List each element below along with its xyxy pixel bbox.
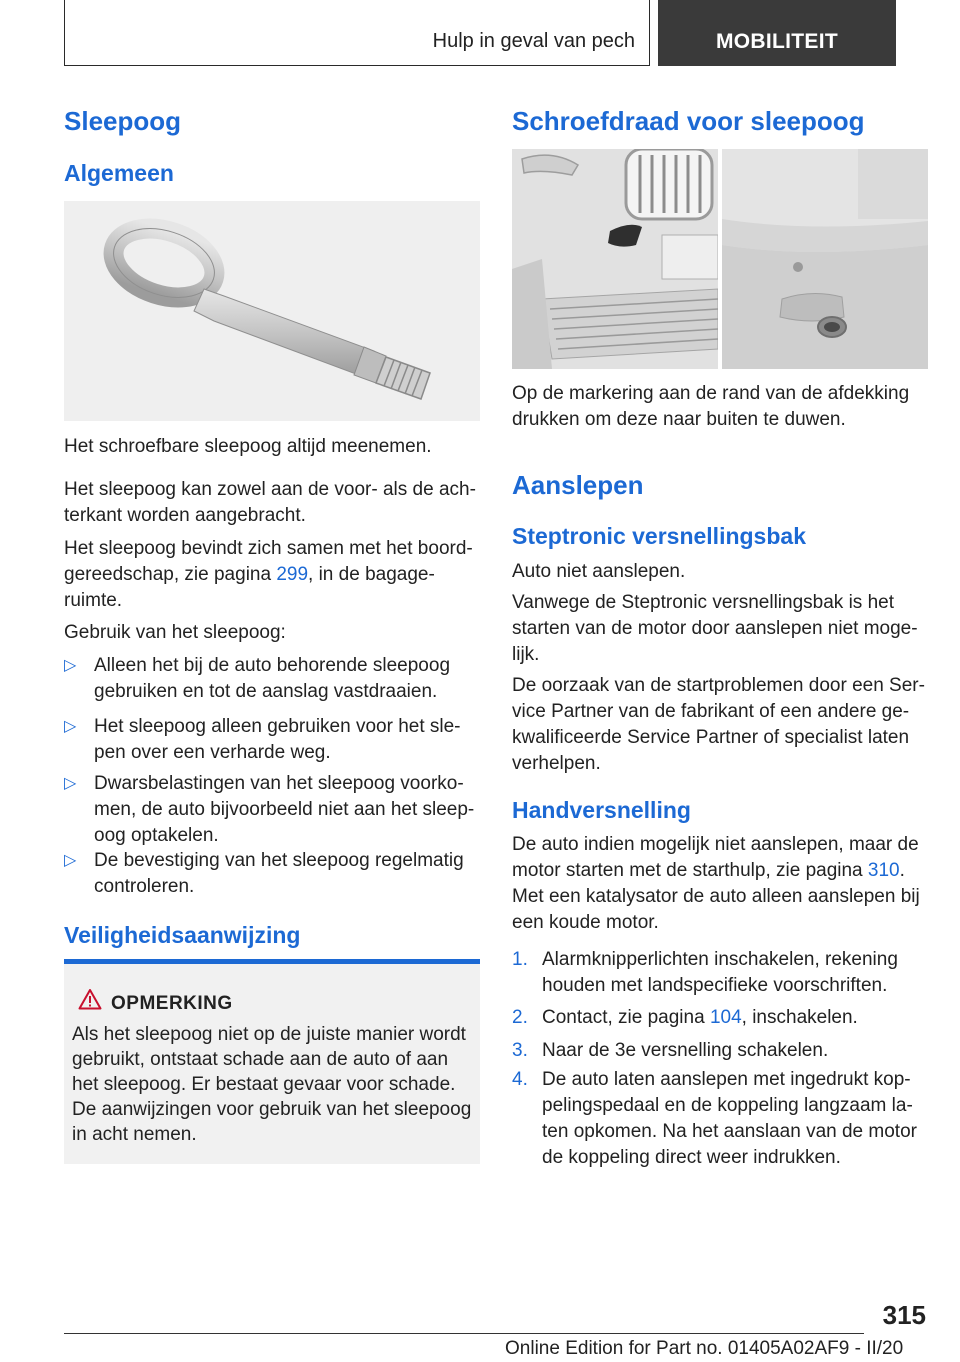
- header-section-title: Hulp in geval van pech: [432, 30, 635, 52]
- text-line: lijk.: [512, 644, 540, 665]
- text-line: ruimte.: [64, 590, 123, 611]
- text-line: De aanwijzingen voor gebruik van het sleepoog: [72, 1099, 472, 1120]
- paragraph-service-partner: [512, 673, 928, 777]
- text-line: starten van de motor door aanslepen niet moge-: [512, 618, 918, 639]
- page-link-299[interactable]: 299: [276, 564, 309, 585]
- text-line: verhelpen.: [512, 753, 601, 774]
- triangle-bullet-icon: ▷: [64, 775, 77, 792]
- text-fragment: , in de bagage-: [308, 564, 435, 585]
- paragraph-usage-intro: Gebruik van het sleepoog:: [64, 622, 286, 643]
- text-line: Alarmknipperlichten inschakelen, rekening: [542, 949, 898, 970]
- step-number: 2.: [512, 1007, 528, 1028]
- header-chapter-tab: [658, 0, 896, 66]
- text-line: terkant worden aangebracht.: [64, 505, 306, 526]
- text-fragment: motor starten met de starthulp, zie pagina: [512, 860, 868, 881]
- text-line: de koppeling direct weer indrukken.: [542, 1147, 841, 1168]
- paragraph-jump-start: [512, 832, 928, 936]
- paragraph-do-not-tow: Auto niet aanslepen.: [512, 561, 686, 582]
- triangle-bullet-icon: ▷: [64, 718, 77, 735]
- triangle-bullet-icon: ▷: [64, 657, 77, 674]
- step-number: 4.: [512, 1069, 528, 1090]
- text-line: oog optakelen.: [94, 825, 219, 846]
- list-item: [64, 848, 480, 900]
- tow-eye-icon: [64, 201, 480, 421]
- footer-edition: Online Edition for Part no. 01405A02AF9 - II/20: [505, 1338, 904, 1359]
- triangle-bullet-icon: ▷: [64, 852, 77, 869]
- text-line: Alleen het bij de auto behorende sleepoog: [94, 655, 451, 676]
- text-fragment: gereedschap, zie pagina: [64, 564, 277, 585]
- text-line: kwalificeerde Service Partner of specialist laten: [512, 727, 910, 748]
- text-line: Vanwege de Steptronic versnellingsbak is het: [512, 592, 894, 613]
- list-item: [512, 1067, 928, 1171]
- text-line: gebruiken en tot de aanslag vastdraaien.: [94, 681, 438, 702]
- subsection-title-general: Algemeen: [64, 160, 174, 186]
- text-fragment: .: [899, 860, 905, 881]
- text-line: [64, 562, 480, 588]
- page-link-104[interactable]: 104: [709, 1007, 742, 1028]
- list-item: [512, 1038, 928, 1064]
- text-line: De auto indien mogelijk niet aanslepen, maar de: [512, 834, 919, 855]
- text-line: pelingspedaal en de koppeling langzaam la-: [542, 1095, 913, 1116]
- text-fragment: Contact, zie pagina: [542, 1007, 710, 1028]
- subsection-title-steptronic: Steptronic versnellingsbak: [512, 523, 806, 549]
- list-item: [64, 771, 480, 849]
- text-line: drukken om deze naar buiten te duwen.: [512, 409, 846, 430]
- text-line: gebruikt, ontstaat schade aan de auto of aan: [72, 1049, 449, 1070]
- text-line: Het sleepoog bevindt zich samen met het boord-: [64, 538, 473, 559]
- warning-triangle-icon: [78, 988, 102, 1010]
- text-line: De bevestiging van het sleepoog regelmatig: [94, 850, 464, 871]
- section-title-sleepoog: Sleepoog: [64, 106, 182, 136]
- paragraph-steptronic-reason: [512, 590, 928, 668]
- page-link-310[interactable]: 310: [867, 860, 900, 881]
- footer-divider: [64, 1333, 864, 1334]
- text-line: Naar de 3e versnelling schakelen.: [542, 1040, 829, 1061]
- text-line: houden met landspecifieke voorschriften.: [542, 975, 888, 996]
- bumper-tow-thread-icon: [512, 149, 928, 369]
- text-line: Het sleepoog kan zowel aan de voor- als de ach-: [64, 479, 476, 500]
- text-line: in acht nemen.: [72, 1124, 197, 1145]
- text-line: Op de markering aan de rand van de afdekking: [512, 383, 910, 404]
- text-line: De auto laten aanslepen met ingedrukt kop-: [542, 1069, 911, 1090]
- subsection-title-safety: Veiligheidsaanwijzing: [64, 922, 301, 948]
- tow-eye-illustration: [64, 201, 480, 421]
- step-number: 3.: [512, 1040, 528, 1061]
- warning-text: [72, 1022, 474, 1147]
- text-line: De oorzaak van de startproblemen door een Ser-: [512, 675, 925, 696]
- text-line: controleren.: [94, 876, 195, 897]
- text-line: een koude motor.: [512, 912, 659, 933]
- warning-notice-box: [64, 959, 480, 1164]
- header-chapter-title: MOBILITEIT: [716, 30, 838, 53]
- text-fragment: , inschakelen.: [741, 1007, 858, 1028]
- section-title-towing: Aanslepen: [512, 470, 644, 500]
- warning-title: OPMERKING: [111, 993, 233, 1014]
- list-item: [512, 1005, 928, 1031]
- text-line: ten opkomen. Na het aanslaan van de motor: [542, 1121, 917, 1142]
- list-item: [64, 714, 480, 766]
- page-number: 315: [882, 1300, 926, 1330]
- text-line: Met een katalysator de auto alleen aanslepen bij: [512, 886, 920, 907]
- text-line: pen over een verharde weg.: [94, 742, 331, 763]
- text-line: Het sleepoog alleen gebruiken voor het sle-: [94, 716, 461, 737]
- step-number: 1.: [512, 949, 528, 970]
- text-line: het sleepoog. Er bestaat gevaar voor schade.: [72, 1074, 456, 1095]
- text-line: Dwarsbelastingen van het sleepoog voorko-: [94, 773, 464, 794]
- text-line: vice Partner van de fabrikant of een andere ge-: [512, 701, 910, 722]
- list-item: [512, 947, 928, 999]
- text-line: men, de auto bijvoorbeeld niet aan het sleep-: [94, 799, 475, 820]
- paragraph-always-carry: Het schroefbare sleepoog altijd meenemen.: [64, 436, 432, 457]
- section-title-thread: Schroefdraad voor sleepoog: [512, 106, 865, 136]
- bumper-photo: [512, 149, 928, 369]
- subsection-title-manual: Handversnelling: [512, 797, 691, 823]
- paragraph-location: [64, 536, 480, 614]
- header-section-box: [64, 0, 650, 66]
- list-item: [64, 653, 480, 705]
- paragraph-press-marking: [512, 381, 928, 433]
- text-line: Als het sleepoog niet op de juiste manier wordt: [72, 1024, 466, 1045]
- text-line: [512, 858, 928, 884]
- paragraph-front-rear: [64, 477, 480, 529]
